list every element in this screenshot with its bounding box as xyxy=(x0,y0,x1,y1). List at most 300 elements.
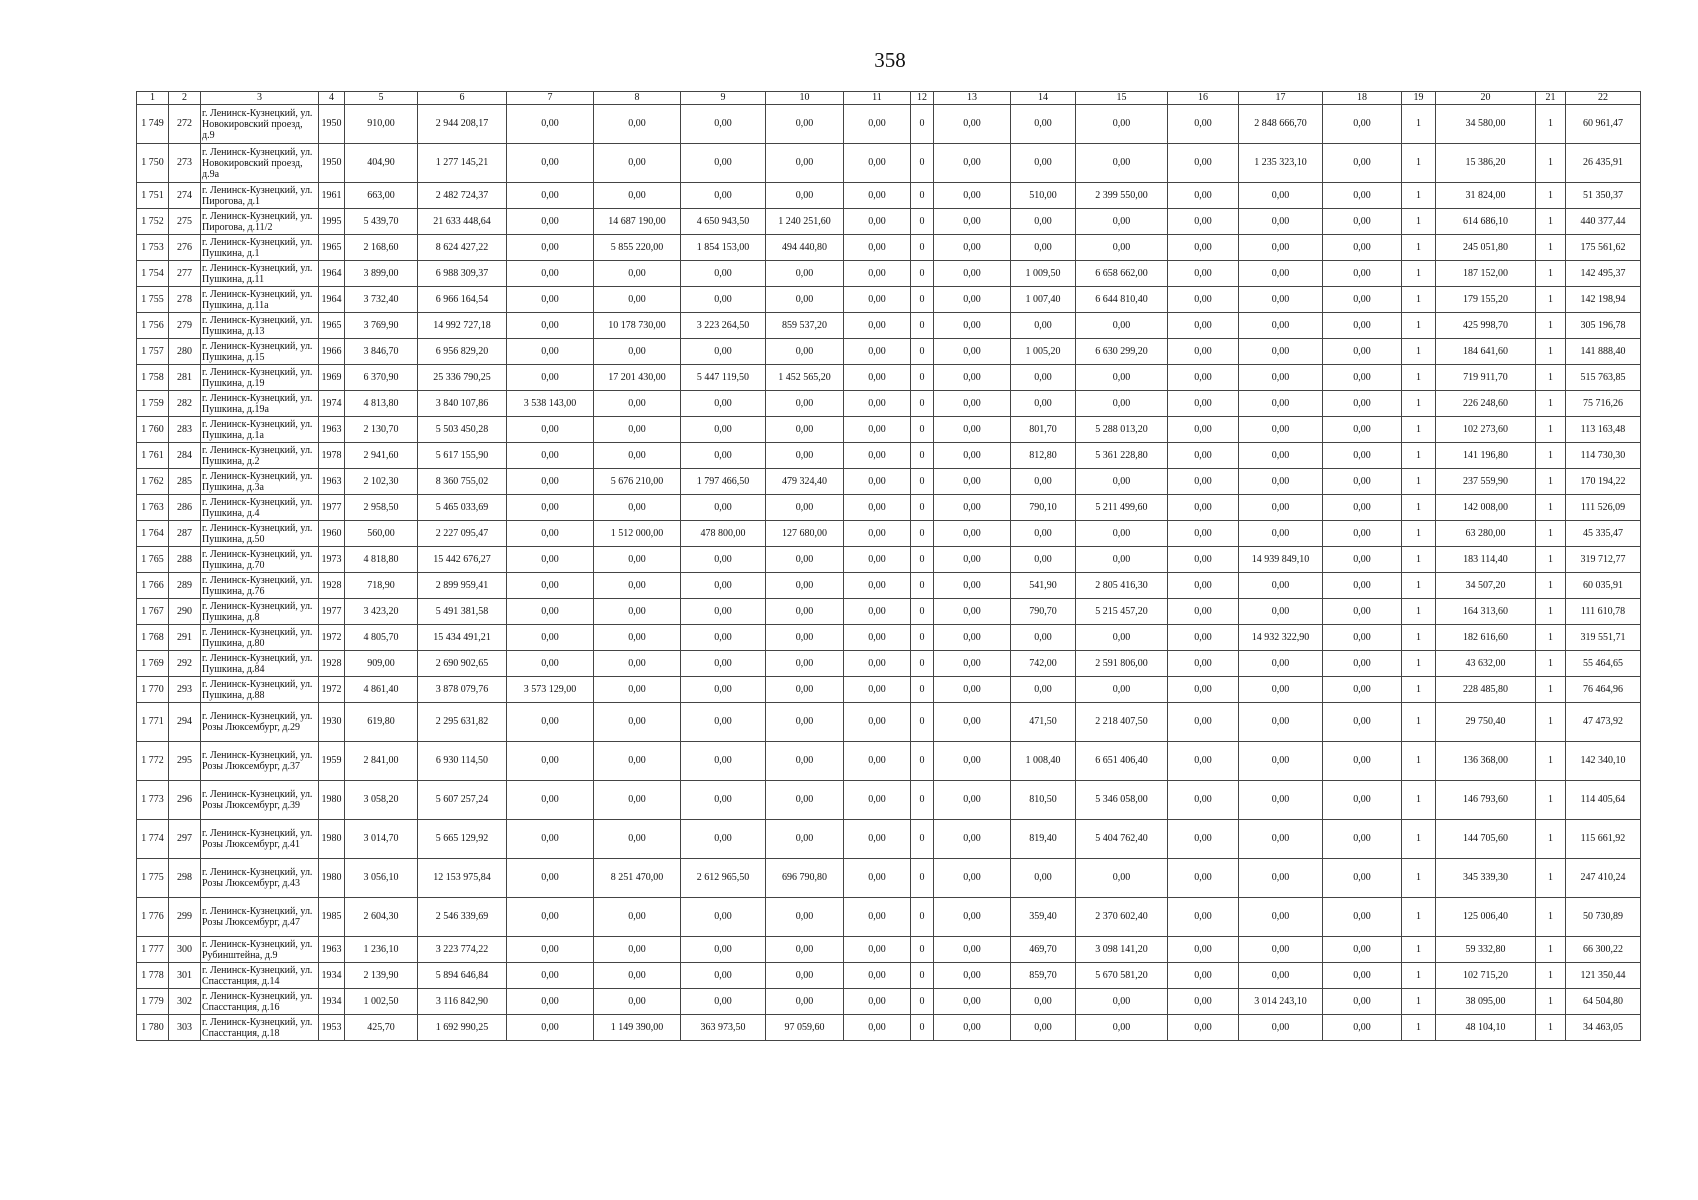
table-cell: 0,00 xyxy=(1168,313,1239,339)
table-cell: 0,00 xyxy=(1076,235,1168,261)
table-cell: 0,00 xyxy=(1323,820,1402,859)
table-cell: 0,00 xyxy=(1168,742,1239,781)
table-cell: 0,00 xyxy=(934,339,1011,365)
table-cell: 179 155,20 xyxy=(1436,287,1536,313)
table-cell: 0,00 xyxy=(681,287,766,313)
table-row xyxy=(137,144,1641,183)
table-cell: 663,00 xyxy=(345,183,418,209)
table-cell: 0,00 xyxy=(594,391,681,417)
table-cell: 1 776 xyxy=(137,898,169,937)
table-cell: 1 xyxy=(1536,898,1566,937)
table-cell: 0,00 xyxy=(594,495,681,521)
table-cell: 0,00 xyxy=(766,820,844,859)
table-cell: 0,00 xyxy=(1239,287,1323,313)
table-cell: 1960 xyxy=(319,521,345,547)
table-cell: 0,00 xyxy=(1168,820,1239,859)
table-cell: 1 xyxy=(1402,677,1436,703)
address-cell: г. Ленинск-Кузнецкий, ул. Пушкина, д.19 xyxy=(201,365,319,391)
table-cell: 1972 xyxy=(319,625,345,651)
table-cell: 0,00 xyxy=(1323,235,1402,261)
table-cell: 0,00 xyxy=(934,703,1011,742)
table-cell: 0,00 xyxy=(766,573,844,599)
table-cell: 1 007,40 xyxy=(1011,287,1076,313)
table-row xyxy=(137,677,1641,703)
table-cell: 1 xyxy=(1536,963,1566,989)
table-cell: 0,00 xyxy=(1323,677,1402,703)
table-cell: 1 236,10 xyxy=(345,937,418,963)
table-cell: 1 xyxy=(1402,989,1436,1015)
table-cell: 146 793,60 xyxy=(1436,781,1536,820)
table-cell: 0,00 xyxy=(507,859,594,898)
table-cell: 1 774 xyxy=(137,820,169,859)
table-cell: 1977 xyxy=(319,599,345,625)
table-cell: 0,00 xyxy=(1239,937,1323,963)
table-cell: 1 240 251,60 xyxy=(766,209,844,235)
table-cell: 0,00 xyxy=(681,937,766,963)
table-cell: 0,00 xyxy=(681,677,766,703)
table-cell: 0,00 xyxy=(844,703,911,742)
table-cell: 1 779 xyxy=(137,989,169,1015)
table-cell: 1963 xyxy=(319,469,345,495)
table-cell: 0,00 xyxy=(594,261,681,287)
table-cell: 0,00 xyxy=(766,547,844,573)
table-cell: 3 223 264,50 xyxy=(681,313,766,339)
table-cell: 425 998,70 xyxy=(1436,313,1536,339)
table-cell: 0 xyxy=(911,365,934,391)
table-cell: 1 xyxy=(1536,547,1566,573)
table-cell: 0,00 xyxy=(681,495,766,521)
table-cell: 0 xyxy=(911,339,934,365)
table-cell: 819,40 xyxy=(1011,820,1076,859)
table-cell: 1 xyxy=(1536,521,1566,547)
table-cell: 0,00 xyxy=(681,703,766,742)
table-cell: 0,00 xyxy=(1168,443,1239,469)
table-cell: 0,00 xyxy=(1011,521,1076,547)
table-cell: 0,00 xyxy=(934,573,1011,599)
table-cell: 0,00 xyxy=(844,781,911,820)
column-number: 17 xyxy=(1239,92,1323,105)
table-cell: 0,00 xyxy=(507,235,594,261)
table-cell: 0,00 xyxy=(507,963,594,989)
table-cell: 1 xyxy=(1402,651,1436,677)
table-cell: 296 xyxy=(169,781,201,820)
table-cell: 0,00 xyxy=(1239,742,1323,781)
table-cell: 275 xyxy=(169,209,201,235)
table-cell: 297 xyxy=(169,820,201,859)
table-cell: 3 840 107,86 xyxy=(418,391,507,417)
table-cell: 1980 xyxy=(319,820,345,859)
table-cell: 0,00 xyxy=(1168,677,1239,703)
table-cell: 479 324,40 xyxy=(766,469,844,495)
address-cell: г. Ленинск-Кузнецкий, ул. Пушкина, д.88 xyxy=(201,677,319,703)
table-cell: 0,00 xyxy=(1239,365,1323,391)
table-cell: 63 280,00 xyxy=(1436,521,1536,547)
table-cell: 0,00 xyxy=(681,573,766,599)
table-cell: 1 753 xyxy=(137,235,169,261)
table-cell: 1 xyxy=(1402,144,1436,183)
table-cell: 0,00 xyxy=(1323,144,1402,183)
table-cell: 0,00 xyxy=(1323,495,1402,521)
table-cell: 0,00 xyxy=(1011,1015,1076,1041)
table-cell: 0,00 xyxy=(934,235,1011,261)
table-cell: 0,00 xyxy=(681,443,766,469)
table-cell: 0,00 xyxy=(1076,859,1168,898)
table-cell: 1 512 000,00 xyxy=(594,521,681,547)
table-cell: 0 xyxy=(911,313,934,339)
table-cell: 0,00 xyxy=(1168,391,1239,417)
table-cell: 272 xyxy=(169,105,201,144)
table-row xyxy=(137,1015,1641,1041)
table-cell: 0,00 xyxy=(1168,573,1239,599)
table-cell: 812,80 xyxy=(1011,443,1076,469)
table-cell: 1 xyxy=(1536,781,1566,820)
table-cell: 293 xyxy=(169,677,201,703)
table-cell: 0,00 xyxy=(1076,105,1168,144)
table-cell: 0,00 xyxy=(1168,651,1239,677)
table-cell: 141 888,40 xyxy=(1566,339,1641,365)
table-cell: 0,00 xyxy=(1323,209,1402,235)
table-cell: 0 xyxy=(911,963,934,989)
table-cell: 0,00 xyxy=(1323,625,1402,651)
table-cell: 1 xyxy=(1402,573,1436,599)
table-cell: 0,00 xyxy=(934,547,1011,573)
table-cell: 5 894 646,84 xyxy=(418,963,507,989)
table-cell: 0 xyxy=(911,781,934,820)
table-cell: 64 504,80 xyxy=(1566,989,1641,1015)
table-cell: 0,00 xyxy=(1323,651,1402,677)
address-cell: г. Ленинск-Кузнецкий, ул. Пушкина, д.19а xyxy=(201,391,319,417)
table-cell: 15 442 676,27 xyxy=(418,547,507,573)
table-cell: 0,00 xyxy=(1076,521,1168,547)
table-cell: 0,00 xyxy=(1168,781,1239,820)
table-cell: 10 178 730,00 xyxy=(594,313,681,339)
table-cell: 0,00 xyxy=(1168,703,1239,742)
table-cell: 1961 xyxy=(319,183,345,209)
table-cell: 277 xyxy=(169,261,201,287)
column-number: 3 xyxy=(201,92,319,105)
table-cell: 469,70 xyxy=(1011,937,1076,963)
table-cell: 1 277 145,21 xyxy=(418,144,507,183)
table-cell: 742,00 xyxy=(1011,651,1076,677)
table-cell: 111 610,78 xyxy=(1566,599,1641,625)
table-cell: 0,00 xyxy=(844,1015,911,1041)
table-cell: 0,00 xyxy=(1011,989,1076,1015)
table-cell: 0,00 xyxy=(594,703,681,742)
table-cell: 478 800,00 xyxy=(681,521,766,547)
table-cell: 0,00 xyxy=(507,144,594,183)
table-cell: 0,00 xyxy=(507,1015,594,1041)
table-row xyxy=(137,703,1641,742)
table-cell: 1 xyxy=(1402,547,1436,573)
table-cell: 26 435,91 xyxy=(1566,144,1641,183)
table-cell: 0,00 xyxy=(1168,963,1239,989)
table-cell: 2 295 631,82 xyxy=(418,703,507,742)
table-cell: 66 300,22 xyxy=(1566,937,1641,963)
table-cell: 141 196,80 xyxy=(1436,443,1536,469)
table-cell: 0,00 xyxy=(594,937,681,963)
table-cell: 0,00 xyxy=(1323,1015,1402,1041)
table-cell: 6 658 662,00 xyxy=(1076,261,1168,287)
table-cell: 1 xyxy=(1536,313,1566,339)
table-cell: 0,00 xyxy=(1239,781,1323,820)
table-cell: 0,00 xyxy=(1076,547,1168,573)
table-cell: 1 xyxy=(1402,365,1436,391)
table-cell: 6 630 299,20 xyxy=(1076,339,1168,365)
table-cell: 1985 xyxy=(319,898,345,937)
table-cell: 3 014,70 xyxy=(345,820,418,859)
table-cell: 541,90 xyxy=(1011,573,1076,599)
table-cell: 0,00 xyxy=(934,144,1011,183)
table-cell: 43 632,00 xyxy=(1436,651,1536,677)
table-cell: 0,00 xyxy=(766,391,844,417)
column-number: 5 xyxy=(345,92,418,105)
table-cell: 0 xyxy=(911,703,934,742)
table-cell: 0,00 xyxy=(594,183,681,209)
table-cell: 0,00 xyxy=(1011,391,1076,417)
table-cell: 696 790,80 xyxy=(766,859,844,898)
table-cell: 560,00 xyxy=(345,521,418,547)
column-number: 20 xyxy=(1436,92,1536,105)
column-number: 8 xyxy=(594,92,681,105)
table-cell: 0,00 xyxy=(1323,898,1402,937)
table-cell: 0,00 xyxy=(1076,989,1168,1015)
column-number: 16 xyxy=(1168,92,1239,105)
table-cell: 4 818,80 xyxy=(345,547,418,573)
table-cell: 0,00 xyxy=(1011,365,1076,391)
table-cell: 0,00 xyxy=(1168,183,1239,209)
table-cell: 1 xyxy=(1536,1015,1566,1041)
table-cell: 292 xyxy=(169,651,201,677)
table-cell: 0,00 xyxy=(1076,365,1168,391)
address-cell: г. Ленинск-Кузнецкий, ул. Пушкина, д.11 xyxy=(201,261,319,287)
table-cell: 0,00 xyxy=(1168,937,1239,963)
table-cell: 2 805 416,30 xyxy=(1076,573,1168,599)
table-cell: 0,00 xyxy=(1239,898,1323,937)
table-cell: 4 861,40 xyxy=(345,677,418,703)
table-cell: 164 313,60 xyxy=(1436,599,1536,625)
table-cell: 0,00 xyxy=(1323,183,1402,209)
table-cell: 0 xyxy=(911,183,934,209)
table-cell: 0,00 xyxy=(1239,599,1323,625)
table-cell: 5 361 228,80 xyxy=(1076,443,1168,469)
table-cell: 1980 xyxy=(319,859,345,898)
table-cell: 910,00 xyxy=(345,105,418,144)
table-cell: 2 218 407,50 xyxy=(1076,703,1168,742)
table-cell: 1953 xyxy=(319,1015,345,1041)
table-cell: 1 749 xyxy=(137,105,169,144)
table-row xyxy=(137,469,1641,495)
table-cell: 1928 xyxy=(319,651,345,677)
table-cell: 301 xyxy=(169,963,201,989)
table-cell: 3 098 141,20 xyxy=(1076,937,1168,963)
table-cell: 0 xyxy=(911,105,934,144)
table-cell: 273 xyxy=(169,144,201,183)
column-number: 15 xyxy=(1076,92,1168,105)
table-cell: 1 xyxy=(1402,625,1436,651)
table-cell: 1995 xyxy=(319,209,345,235)
table-cell: 1950 xyxy=(319,144,345,183)
column-number: 1 xyxy=(137,92,169,105)
table-cell: 0 xyxy=(911,469,934,495)
table-cell: 1 797 466,50 xyxy=(681,469,766,495)
table-cell: 0,00 xyxy=(766,287,844,313)
table-cell: 0,00 xyxy=(934,963,1011,989)
table-cell: 1 xyxy=(1402,521,1436,547)
table-cell: 15 434 491,21 xyxy=(418,625,507,651)
table-cell: 0,00 xyxy=(1168,547,1239,573)
table-cell: 170 194,22 xyxy=(1566,469,1641,495)
table-cell: 0,00 xyxy=(1323,469,1402,495)
table-cell: 0,00 xyxy=(1323,521,1402,547)
table-cell: 0,00 xyxy=(1323,781,1402,820)
table-cell: 0,00 xyxy=(844,469,911,495)
table-cell: 0,00 xyxy=(766,898,844,937)
table-cell: 142 198,94 xyxy=(1566,287,1641,313)
table-cell: 2 690 902,65 xyxy=(418,651,507,677)
table-cell: 25 336 790,25 xyxy=(418,365,507,391)
table-cell: 909,00 xyxy=(345,651,418,677)
table-row xyxy=(137,859,1641,898)
table-cell: 0,00 xyxy=(1076,625,1168,651)
table-cell: 1 xyxy=(1402,391,1436,417)
address-cell: г. Ленинск-Кузнецкий, ул. Пушкина, д.80 xyxy=(201,625,319,651)
table-cell: 4 813,80 xyxy=(345,391,418,417)
table-cell: 1 452 565,20 xyxy=(766,365,844,391)
table-cell: 0,00 xyxy=(1323,742,1402,781)
table-cell: 614 686,10 xyxy=(1436,209,1536,235)
table-cell: 359,40 xyxy=(1011,898,1076,937)
table-cell: 1 xyxy=(1536,495,1566,521)
table-cell: 0,00 xyxy=(1239,1015,1323,1041)
table-cell: 0,00 xyxy=(934,287,1011,313)
table-cell: 0,00 xyxy=(681,625,766,651)
table-cell: 0,00 xyxy=(766,495,844,521)
table-cell: 1 xyxy=(1402,287,1436,313)
table-cell: 0,00 xyxy=(766,105,844,144)
table-cell: 3 538 143,00 xyxy=(507,391,594,417)
table-cell: 0,00 xyxy=(1168,144,1239,183)
table-cell: 50 730,89 xyxy=(1566,898,1641,937)
table-cell: 14 992 727,18 xyxy=(418,313,507,339)
table-row xyxy=(137,339,1641,365)
table-cell: 0,00 xyxy=(507,651,594,677)
table-cell: 790,10 xyxy=(1011,495,1076,521)
table-cell: 1966 xyxy=(319,339,345,365)
table-cell: 425,70 xyxy=(345,1015,418,1041)
table-cell: 0,00 xyxy=(1076,209,1168,235)
table-cell: 0,00 xyxy=(594,625,681,651)
table-cell: 284 xyxy=(169,443,201,469)
table-cell: 0,00 xyxy=(1323,703,1402,742)
table-cell: 0,00 xyxy=(844,287,911,313)
table-cell: 3 846,70 xyxy=(345,339,418,365)
table-cell: 115 661,92 xyxy=(1566,820,1641,859)
table-cell: 0,00 xyxy=(934,365,1011,391)
table-cell: 0,00 xyxy=(934,105,1011,144)
table-cell: 12 153 975,84 xyxy=(418,859,507,898)
table-cell: 0 xyxy=(911,443,934,469)
table-cell: 175 561,62 xyxy=(1566,235,1641,261)
table-cell: 0,00 xyxy=(594,547,681,573)
table-cell: 0 xyxy=(911,599,934,625)
table-cell: 60 035,91 xyxy=(1566,573,1641,599)
table-cell: 0,00 xyxy=(681,547,766,573)
table-cell: 183 114,40 xyxy=(1436,547,1536,573)
address-cell: г. Ленинск-Кузнецкий, ул. Пушкина, д.8 xyxy=(201,599,319,625)
table-cell: 0,00 xyxy=(1168,365,1239,391)
table-cell: 0,00 xyxy=(1239,443,1323,469)
table-cell: 0,00 xyxy=(594,781,681,820)
table-cell: 2 546 339,69 xyxy=(418,898,507,937)
table-cell: 0,00 xyxy=(507,573,594,599)
table-cell: 0,00 xyxy=(594,287,681,313)
table-cell: 1 xyxy=(1402,339,1436,365)
table-cell: 0,00 xyxy=(1076,144,1168,183)
table-cell: 0,00 xyxy=(507,339,594,365)
table-cell: 1965 xyxy=(319,313,345,339)
table-row xyxy=(137,781,1641,820)
address-cell: г. Ленинск-Кузнецкий, ул. Пушкина, д.15 xyxy=(201,339,319,365)
table-cell: 0,00 xyxy=(1323,365,1402,391)
table-cell: 2 944 208,17 xyxy=(418,105,507,144)
table-cell: 0,00 xyxy=(507,105,594,144)
table-cell: 286 xyxy=(169,495,201,521)
table-cell: 0,00 xyxy=(766,183,844,209)
table-cell: 0,00 xyxy=(1076,391,1168,417)
table-cell: 5 607 257,24 xyxy=(418,781,507,820)
table-cell: 1 765 xyxy=(137,547,169,573)
table-cell: 0,00 xyxy=(507,183,594,209)
address-cell: г. Ленинск-Кузнецкий, ул. Рубинштейна, д.9 xyxy=(201,937,319,963)
table-cell: 3 223 774,22 xyxy=(418,937,507,963)
table-cell: 0 xyxy=(911,625,934,651)
table-cell: 47 473,92 xyxy=(1566,703,1641,742)
table-cell: 226 248,60 xyxy=(1436,391,1536,417)
table-cell: 0,00 xyxy=(766,677,844,703)
table-row xyxy=(137,742,1641,781)
table-cell: 1 xyxy=(1402,703,1436,742)
table-cell: 1 xyxy=(1536,391,1566,417)
table-cell: 279 xyxy=(169,313,201,339)
column-number: 22 xyxy=(1566,92,1641,105)
table-cell: 2 899 959,41 xyxy=(418,573,507,599)
table-cell: 1 002,50 xyxy=(345,989,418,1015)
table-cell: 2 168,60 xyxy=(345,235,418,261)
table-cell: 1 009,50 xyxy=(1011,261,1076,287)
table-cell: 404,90 xyxy=(345,144,418,183)
table-cell: 1 777 xyxy=(137,937,169,963)
table-cell: 1 xyxy=(1402,859,1436,898)
table-cell: 283 xyxy=(169,417,201,443)
table-cell: 0,00 xyxy=(1239,963,1323,989)
table-cell: 1 005,20 xyxy=(1011,339,1076,365)
table-cell: 228 485,80 xyxy=(1436,677,1536,703)
table-cell: 187 152,00 xyxy=(1436,261,1536,287)
table-cell: 0,00 xyxy=(594,144,681,183)
table-cell: 280 xyxy=(169,339,201,365)
table-row xyxy=(137,989,1641,1015)
table-cell: 0,00 xyxy=(1011,235,1076,261)
table-cell: 3 878 079,76 xyxy=(418,677,507,703)
table-cell: 302 xyxy=(169,989,201,1015)
table-cell: 0,00 xyxy=(844,989,911,1015)
table-cell: 276 xyxy=(169,235,201,261)
table-cell: 0,00 xyxy=(594,599,681,625)
table-cell: 0,00 xyxy=(1076,1015,1168,1041)
table-cell: 102 715,20 xyxy=(1436,963,1536,989)
table-cell: 0,00 xyxy=(1011,209,1076,235)
table-cell: 0,00 xyxy=(1323,313,1402,339)
